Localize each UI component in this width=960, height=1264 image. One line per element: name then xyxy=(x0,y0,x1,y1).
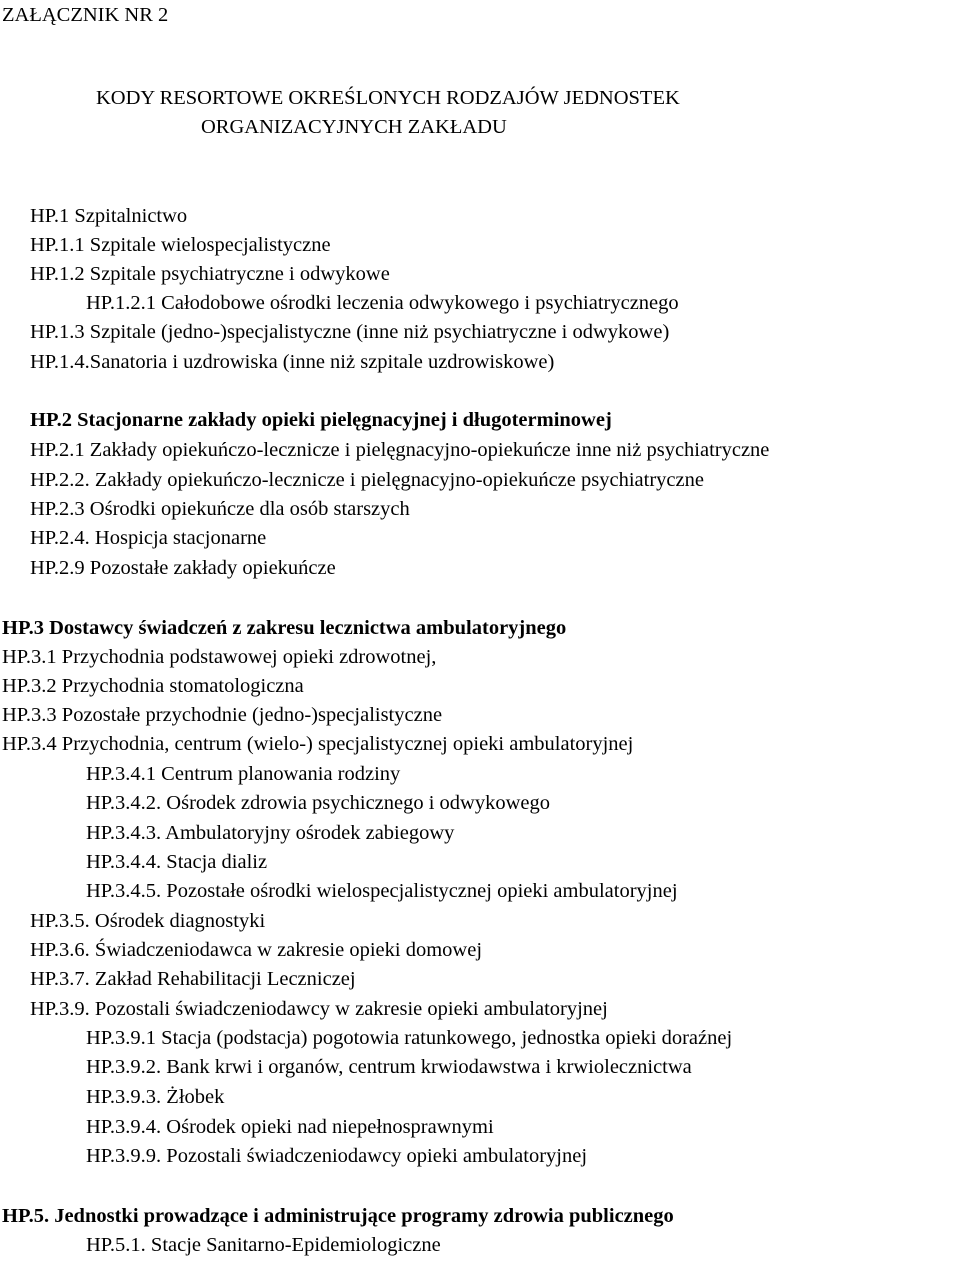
list-item: HP.3.9.1 Stacja (podstacja) pogotowia ratunkowego, jednostka opieki doraźnej xyxy=(86,1027,733,1049)
list-item: HP.3.4.3. Ambulatoryjny ośrodek zabiegowy xyxy=(86,822,455,844)
list-item: HP.2.1 Zakłady opiekuńczo-lecznicze i pielęgnacyjno-opiekuńcze inne niż psychiatryczne xyxy=(30,439,770,461)
list-item: HP.3.1 Przychodnia podstawowej opieki zdrowotnej, xyxy=(2,646,437,668)
list-item: HP.3.9. Pozostali świadczeniodawcy w zakresie opieki ambulatoryjnej xyxy=(30,998,608,1020)
list-item: HP.3.5. Ośrodek diagnostyki xyxy=(30,910,266,932)
list-item: HP.3.7. Zakład Rehabilitacji Leczniczej xyxy=(30,968,356,990)
list-item: HP.3.4.4. Stacja dializ xyxy=(86,851,268,873)
list-item: HP.3.4 Przychodnia, centrum (wielo-) specjalistycznej opieki ambulatoryjnej xyxy=(2,733,634,755)
section-heading-hp2: HP.2 Stacjonarne zakłady opieki pielęgnacyjnej i długoterminowej xyxy=(30,409,612,431)
list-item: HP.3.4.5. Pozostałe ośrodki wielospecjalistycznej opieki ambulatoryjnej xyxy=(86,880,678,902)
list-item: HP.5.1. Stacje Sanitarno-Epidemiologiczne xyxy=(86,1234,441,1256)
title-line-2: ORGANIZACYJNYCH ZAKŁADU xyxy=(201,116,507,138)
list-item: HP.1.3 Szpitale (jedno-)specjalistyczne (inne niż psychiatryczne i odwykowe) xyxy=(30,321,670,343)
annex-label: ZAŁĄCZNIK NR 2 xyxy=(2,4,169,26)
list-item: HP.2.3 Ośrodki opiekuńcze dla osób starszych xyxy=(30,498,410,520)
list-item: HP.3.9.9. Pozostali świadczeniodawcy opieki ambulatoryjnej xyxy=(86,1145,588,1167)
list-item: HP.3.9.2. Bank krwi i organów, centrum krwiodawstwa i krwiolecznictwa xyxy=(86,1056,692,1078)
section-heading-hp1: HP.1 Szpitalnictwo xyxy=(30,205,188,227)
list-item: HP.3.3 Pozostałe przychodnie (jedno-)specjalistyczne xyxy=(2,704,443,726)
list-item: HP.3.4.2. Ośrodek zdrowia psychicznego i odwykowego xyxy=(86,792,551,814)
list-item: HP.1.1 Szpitale wielospecjalistyczne xyxy=(30,234,331,256)
section-heading-hp5: HP.5. Jednostki prowadzące i administrujące programy zdrowia publicznego xyxy=(2,1205,674,1227)
list-item: HP.1.2 Szpitale psychiatryczne i odwykowe xyxy=(30,263,390,285)
list-item: HP.3.4.1 Centrum planowania rodziny xyxy=(86,763,401,785)
title-line-1: KODY RESORTOWE OKREŚLONYCH RODZAJÓW JEDNOSTEK xyxy=(96,87,680,109)
list-item: HP.1.2.1 Całodobowe ośrodki leczenia odwykowego i psychiatrycznego xyxy=(86,292,679,314)
list-item: HP.1.4.Sanatoria i uzdrowiska (inne niż szpitale uzdrowiskowe) xyxy=(30,351,555,373)
list-item: HP.2.4. Hospicja stacjonarne xyxy=(30,527,267,549)
list-item: HP.3.9.3. Żłobek xyxy=(86,1086,225,1108)
list-item: HP.3.6. Świadczeniodawca w zakresie opieki domowej xyxy=(30,939,483,961)
list-item: HP.3.2 Przychodnia stomatologiczna xyxy=(2,675,304,697)
section-heading-hp3: HP.3 Dostawcy świadczeń z zakresu lecznictwa ambulatoryjnego xyxy=(2,617,567,639)
list-item: HP.2.2. Zakłady opiekuńczo-lecznicze i pielęgnacyjno-opiekuńcze psychiatryczne xyxy=(30,469,704,491)
list-item: HP.3.9.4. Ośrodek opieki nad niepełnosprawnymi xyxy=(86,1116,494,1138)
list-item: HP.2.9 Pozostałe zakłady opiekuńcze xyxy=(30,557,336,579)
